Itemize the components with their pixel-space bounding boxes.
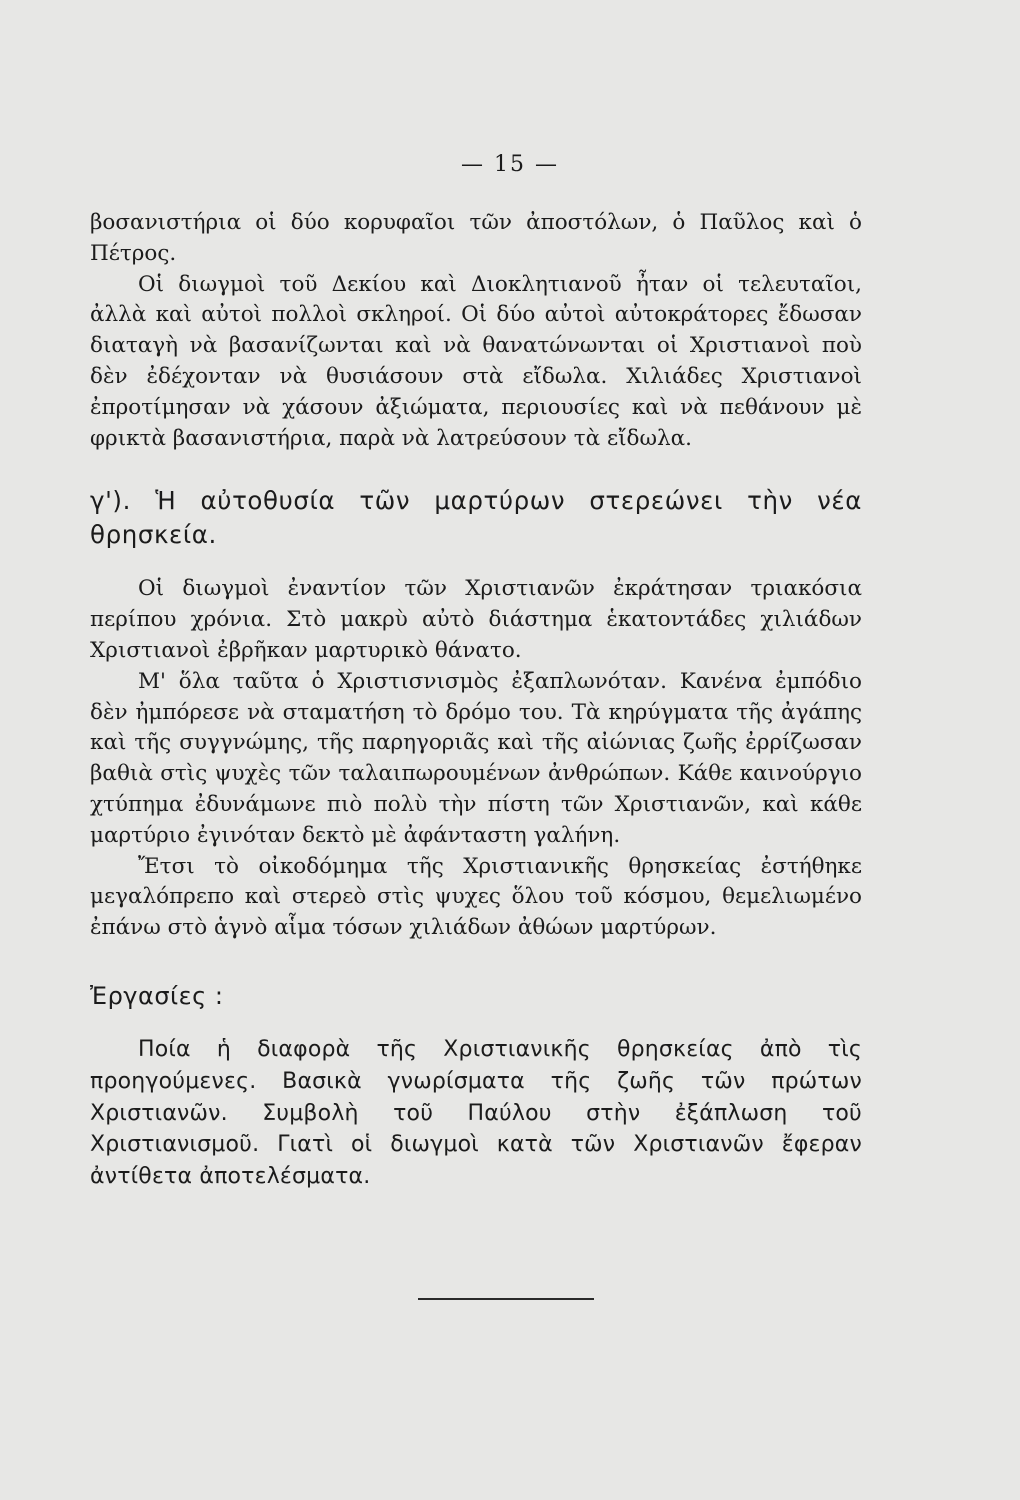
paragraph-foundation: Ἔτσι τὸ οἰκοδόμημα τῆς Χριστιανικῆς θρησκείας ἐστήθηκε μεγαλόπρεπο καὶ στερεὸ στὶς ψυχες ὅλου τοῦ κόσμου, θεμελιωμένο ἐπάνω στὸ ἁγνὸ αἷμα τόσων χιλιάδων ἀθώων μαρτύρων. bbox=[90, 853, 862, 941]
paragraph-three-centuries: Οἱ διωγμοὶ ἐναντίον τῶν Χριστιανῶν ἐκράτησαν τριακόσια περίπου χρόνια. Στὸ μακρὺ αὐτὸ διάστημα ἑκατοντάδες χιλιάδων Χριστιανοὶ ἐβρῆκαν μαρτυρικὸ θάνατο. bbox=[90, 576, 862, 663]
paragraph-persecutions: Οἱ διωγμοὶ τοῦ Δεκίου καὶ Διοκλητιανοῦ ἦταν οἱ τελευταῖοι, ἀλλὰ καὶ αὐτοὶ πολλοὶ σκληροί. Οἱ δύο αὐτοὶ αὐτοκράτορες ἔδωσαν διαταγὴ νὰ βασανίζωνται καὶ νὰ θανατώνωνται οἱ Χριστιανοὶ ποὺ δὲν ἐδέχονταν νὰ θυσιάσουν στὰ εἴδωλα. Χιλιάδες Χριστιανοὶ ἐπροτίμησαν νὰ χάσουν ἀξιώματα, περιουσίες καὶ νὰ πεθάνουν μὲ φρικτὰ βασανιστήρια, παρὰ νὰ λατρεύσουν τὰ εἴδωλα. bbox=[90, 271, 862, 451]
exercises-text: Ποία ἡ διαφορὰ τῆς Χριστιανικῆς θρησκείας ἀπὸ τὶς προηγούμενες. Βασικὰ γνωρίσματα τῆς ζωῆς τῶν πρώτων Χριστιανῶν. Συμβολὴ τοῦ Παύλου στὴν ἐξάπλωση τοῦ Χριστιανισμοῦ. Γιατὶ οἱ διωγμοὶ κατὰ τῶν Χριστιανῶν ἔφεραν ἀντίθετα ἀποτελέσματα. bbox=[90, 1036, 862, 1190]
section-heading: γ'). Ἡ αὐτοθυσία τῶν μαρτύρων στερεώνει τὴν νέα θρησκεία. bbox=[90, 486, 862, 550]
closing-rule bbox=[418, 1298, 594, 1300]
opening-text bbox=[90, 208, 862, 454]
page-number: — 15 — bbox=[461, 152, 559, 177]
paragraph-continuation: βοσανιστήρια οἱ δύο κορυφαῖοι τῶν ἀποστόλων, ὁ Παῦλος καὶ ὁ Πέτρος. bbox=[90, 210, 862, 266]
exercises-title: Ἐργασίες : bbox=[90, 981, 224, 1010]
section-text bbox=[90, 574, 862, 944]
paragraph-spread: Μ' ὅλα ταῦτα ὁ Χριστισνισμὸς ἐξαπλωνόταν. Κανένα ἐμπόδιο δὲν ἠμπόρεσε νὰ σταματήση τὸ δρόμο του. Τὰ κηρύγματα τῆς ἀγάπης καὶ τῆς συγγνώμης, τῆς παρηγοριᾶς καὶ τῆς αἰώνιας ζωῆς ἐρρίζωσαν βαθιὰ στὶς ψυχὲς τῶν ταλαιπωρουμένων ἀνθρώπων. Κάθε καινούργιο χτύπημα ἐδυνάμωνε πιὸ πολὺ τὴν πίστη τῶν Χριστιανῶν, καὶ κάθε μαρτύριο ἐγινόταν δεκτὸ μὲ ἀφάνταστη γαλήνη. bbox=[90, 668, 862, 848]
page-content bbox=[90, 208, 862, 1193]
